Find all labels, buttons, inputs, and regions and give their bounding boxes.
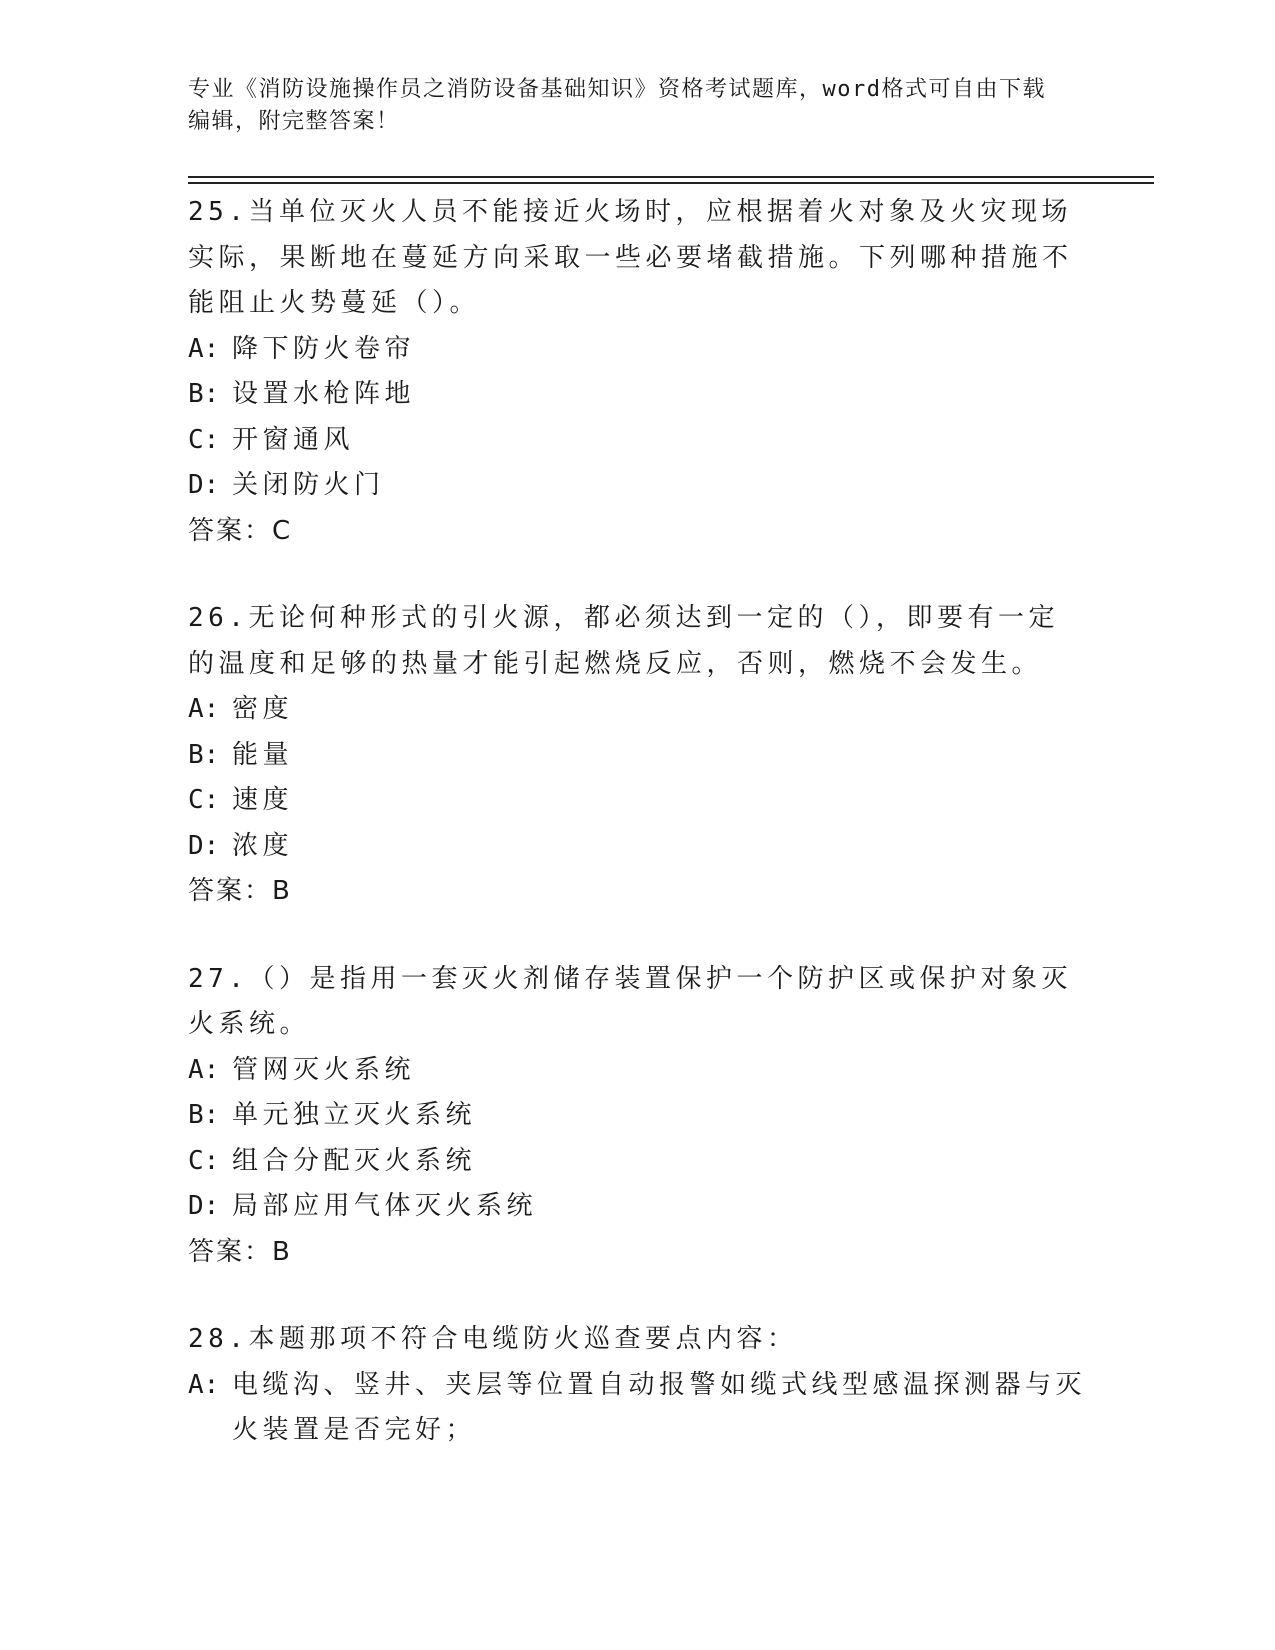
option-text: 密度: [232, 694, 294, 724]
question-text: 28.本题那项不符合电缆防火巡查要点内容：: [188, 1324, 798, 1354]
option-text: 组合分配灭火系统: [232, 1145, 477, 1176]
option-text: 降下防火卷帘: [232, 333, 416, 364]
question-text: 27.（）是指用一套灭火剂储存装置保护一个防护区或保护对象灭火系统。: [188, 963, 1072, 1039]
option-c: [188, 418, 1088, 464]
option-d: [188, 824, 1088, 870]
question-item: [188, 1317, 1088, 1454]
option-letter: A:: [188, 1054, 220, 1085]
option-text: 局部应用气体灭火系统: [232, 1191, 538, 1221]
option-text: 浓度: [232, 830, 294, 861]
option-d: [188, 463, 1088, 509]
option-text: 管网灭火系统: [232, 1054, 416, 1085]
question-item: [188, 957, 1088, 1276]
option-text: 开窗通风: [232, 424, 355, 455]
option-b: [188, 372, 1088, 418]
option-a: [188, 327, 1088, 373]
option-letter: B:: [188, 1100, 220, 1130]
option-text: 速度: [232, 785, 294, 815]
question-list: [188, 190, 1088, 1496]
option-letter: D:: [188, 470, 220, 500]
option-b: [188, 1093, 1088, 1139]
option-a: [188, 1048, 1088, 1094]
option-letter: A:: [188, 1369, 220, 1400]
option-text: 能量: [232, 739, 294, 770]
option-text: 单元独立灭火系统: [232, 1100, 477, 1130]
option-text: 电缆沟、竖井、夹层等位置自动报警如缆式线型感温探测器与灭火装置是否完好；: [232, 1369, 1087, 1445]
option-letter: C:: [188, 785, 220, 815]
answer-text: 答案：B: [188, 876, 292, 906]
question-text: 26.无论何种形式的引火源，都必须达到一定的（），即要有一定的温度和足够的热量才能引起燃烧反应，否则，燃烧不会发生。: [188, 603, 1059, 679]
option-letter: A:: [188, 333, 220, 364]
option-a: [188, 1363, 1088, 1454]
option-d: [188, 1184, 1088, 1230]
question-item: [188, 596, 1088, 915]
option-letter: B:: [188, 379, 220, 409]
option-c: [188, 778, 1088, 824]
option-letter: B:: [188, 739, 220, 770]
question-text: 25.当单位灭火人员不能接近火场时，应根据着火对象及火灾现场实际，果断地在蔓延方向采取一些必要堵截措施。下列哪种措施不能阻止火势蔓延（）。: [188, 197, 1073, 318]
option-letter: C:: [188, 1145, 220, 1176]
option-text: 设置水枪阵地: [232, 379, 416, 409]
header-divider: [188, 176, 1154, 178]
option-letter: A:: [188, 694, 220, 724]
option-letter: D:: [188, 1191, 220, 1221]
option-a: [188, 687, 1088, 733]
option-letter: C:: [188, 424, 220, 455]
option-b: [188, 733, 1088, 779]
answer-text: 答案：B: [188, 1236, 292, 1267]
header-divider: [188, 182, 1154, 184]
option-c: [188, 1139, 1088, 1185]
answer-text: 答案：C: [188, 515, 293, 546]
document-header: 专业《消防设施操作员之消防设备基础知识》资格考试题库，word格式可自由下载编辑，附完整答案！: [188, 77, 1046, 134]
option-letter: D:: [188, 830, 220, 861]
option-text: 关闭防火门: [232, 470, 385, 500]
question-item: [188, 190, 1088, 554]
